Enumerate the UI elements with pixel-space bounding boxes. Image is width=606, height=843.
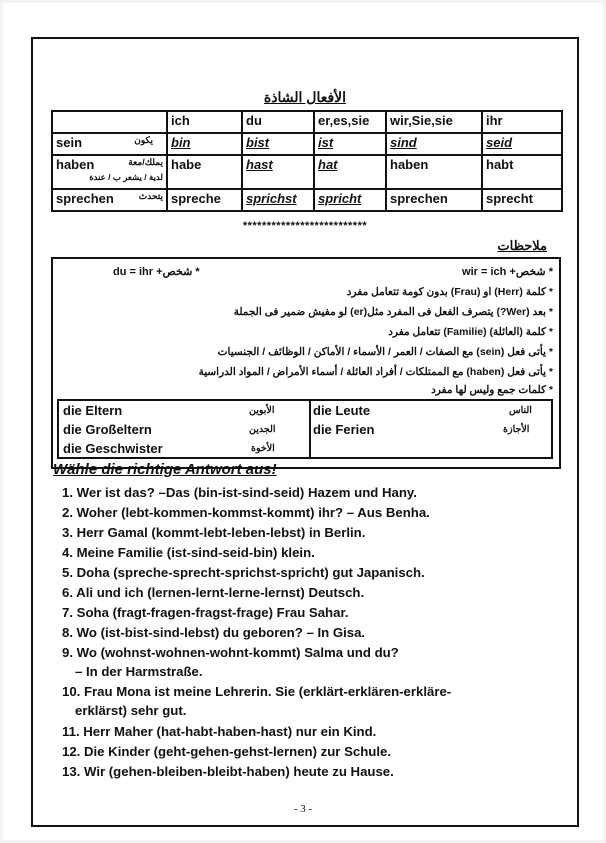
form-cell: ist bbox=[314, 133, 386, 155]
verb-meaning: يملك/معة bbox=[128, 157, 163, 167]
form-cell: seid bbox=[482, 133, 562, 155]
exercise-item: 9. Wo (wohnst-wohnen-wohnt-kommt) Salma und du? bbox=[62, 645, 399, 660]
exercise-item: 8. Wo (ist-bist-sind-lebst) du geboren? – In Gisa. bbox=[62, 625, 366, 640]
notes-box bbox=[51, 257, 561, 469]
plural-word: die Leute bbox=[313, 403, 371, 418]
note-line: * كلمة (العائلة) (Familie) تتعامل مفرد bbox=[388, 326, 553, 338]
page-number: - 3 - bbox=[293, 803, 313, 815]
exercise-item: 1. Wer ist das? –Das (bin-ist-sind-seid) Hazem und Hany. bbox=[62, 485, 417, 500]
form-cell: spreche bbox=[167, 189, 242, 211]
exercise-item: 3. Herr Gamal (kommt-lebt-leben-lebst) in Berlin. bbox=[62, 525, 366, 540]
exercise-heading: Wähle die richtige Antwort aus! bbox=[53, 461, 277, 478]
header-cell: wir,Sie,sie bbox=[386, 111, 482, 133]
form-cell: spricht bbox=[314, 189, 386, 211]
note-line: * شخص+ du = ihr bbox=[113, 266, 200, 278]
note-line: * كلمة (Herr) او (Frau) بدون كومة تتعامل مفرد bbox=[346, 286, 553, 298]
note-line: * بعد (Wer?) يتصرف الفعل فى المفرد مثل(er) لو مفيش ضمير فى الجملة bbox=[233, 306, 553, 318]
plural-words-box bbox=[57, 399, 553, 459]
verb-meaning: يتحدث bbox=[138, 191, 163, 201]
table-row bbox=[52, 155, 562, 189]
table-row bbox=[52, 133, 562, 155]
form-cell: habt bbox=[482, 155, 562, 189]
header-cell: du bbox=[242, 111, 314, 133]
verb-cell bbox=[52, 155, 167, 189]
document-frame bbox=[31, 37, 579, 827]
plural-translation: الأبوين bbox=[249, 405, 275, 416]
note-line: * شخص+ wir = ich bbox=[462, 266, 553, 278]
verb-cell bbox=[52, 133, 167, 155]
exercise-item: 7. Soha (fragt-fragen-fragst-frage) Frau Sahar. bbox=[62, 605, 349, 620]
plural-word: die Geschwister bbox=[63, 441, 163, 456]
plural-translation: الأخوة bbox=[251, 443, 275, 454]
stars-divider: ************************** bbox=[242, 220, 368, 232]
verb-cell bbox=[52, 189, 167, 211]
header-cell: er,es,sie bbox=[314, 111, 386, 133]
header-cell: ich bbox=[167, 111, 242, 133]
exercise-item-continued: erklärst) sehr gut. bbox=[75, 703, 187, 718]
plural-word: die Großeltern bbox=[63, 422, 152, 437]
form-cell: haben bbox=[386, 155, 482, 189]
note-line: * يأتى فعل (haben) مع الممتلكات / أفراد العائلة / أسماء الأمراض / المواد الدراسية bbox=[198, 366, 553, 378]
form-cell: sprechen bbox=[386, 189, 482, 211]
exercise-item: 10. Frau Mona ist meine Lehrerin. Sie (erklärt-erklären-erkläre- bbox=[62, 684, 452, 699]
title-text: الأفعال الشاذة bbox=[263, 89, 347, 105]
verb-name: haben bbox=[56, 157, 95, 172]
form-cell: sprecht bbox=[482, 189, 562, 211]
form-cell: sind bbox=[386, 133, 482, 155]
exercise-item-continued: – In der Harmstraße. bbox=[75, 664, 203, 679]
form-cell: sprichst bbox=[242, 189, 314, 211]
exercise-item: 6. Ali und ich (lernen-lernt-lerne-lernst) Deutsch. bbox=[62, 585, 365, 600]
table-header-row bbox=[52, 111, 562, 133]
header-cell: ihr bbox=[482, 111, 562, 133]
exercise-item: 5. Doha (spreche-sprecht-sprichst-spricht) gut Japanisch. bbox=[62, 565, 425, 580]
exercise-item: 13. Wir (gehen-bleiben-bleibt-haben) heute zu Hause. bbox=[62, 764, 394, 779]
verb-meaning: يكون bbox=[134, 135, 153, 145]
note-line: * كلمات جمع وليس لها مفرد bbox=[431, 384, 553, 396]
form-cell: hast bbox=[242, 155, 314, 189]
header-cell bbox=[52, 111, 167, 133]
exercise-item: 2. Woher (lebt-kommen-kommst-kommt) ihr? – Aus Benha. bbox=[62, 505, 430, 520]
form-cell: bin bbox=[167, 133, 242, 155]
form-cell: habe bbox=[167, 155, 242, 189]
plural-translation: الجدين bbox=[249, 424, 276, 435]
plural-word: die Eltern bbox=[63, 403, 123, 418]
exercise-item: 4. Meine Familie (ist-sind-seid-bin) klein. bbox=[62, 545, 315, 560]
form-cell: hat bbox=[314, 155, 386, 189]
verb-name: sein bbox=[56, 135, 83, 150]
plural-translation: الأجازة bbox=[503, 424, 530, 435]
table-row bbox=[52, 189, 562, 211]
page bbox=[3, 3, 603, 840]
exercise-item: 11. Herr Maher (hat-habt-haben-hast) nur ein Kind. bbox=[62, 724, 377, 739]
notes-title: ملاحظات bbox=[497, 238, 547, 253]
plural-word: die Ferien bbox=[313, 422, 375, 437]
note-line: * يأتى فعل (sein) مع الصفات / العمر / الأسماء / الأماكن / الوظائف / الجنسيات bbox=[217, 346, 553, 358]
page-title bbox=[33, 89, 577, 106]
plural-translation: الناس bbox=[509, 405, 532, 416]
verb-meaning-extra: لدية / يشعر ب / عندة bbox=[89, 172, 163, 182]
verb-name: sprechen bbox=[56, 191, 114, 206]
column-divider bbox=[309, 401, 311, 457]
verb-table bbox=[51, 110, 563, 212]
form-cell: bist bbox=[242, 133, 314, 155]
exercise-item: 12. Die Kinder (geht-gehen-gehst-lernen) zur Schule. bbox=[62, 744, 391, 759]
